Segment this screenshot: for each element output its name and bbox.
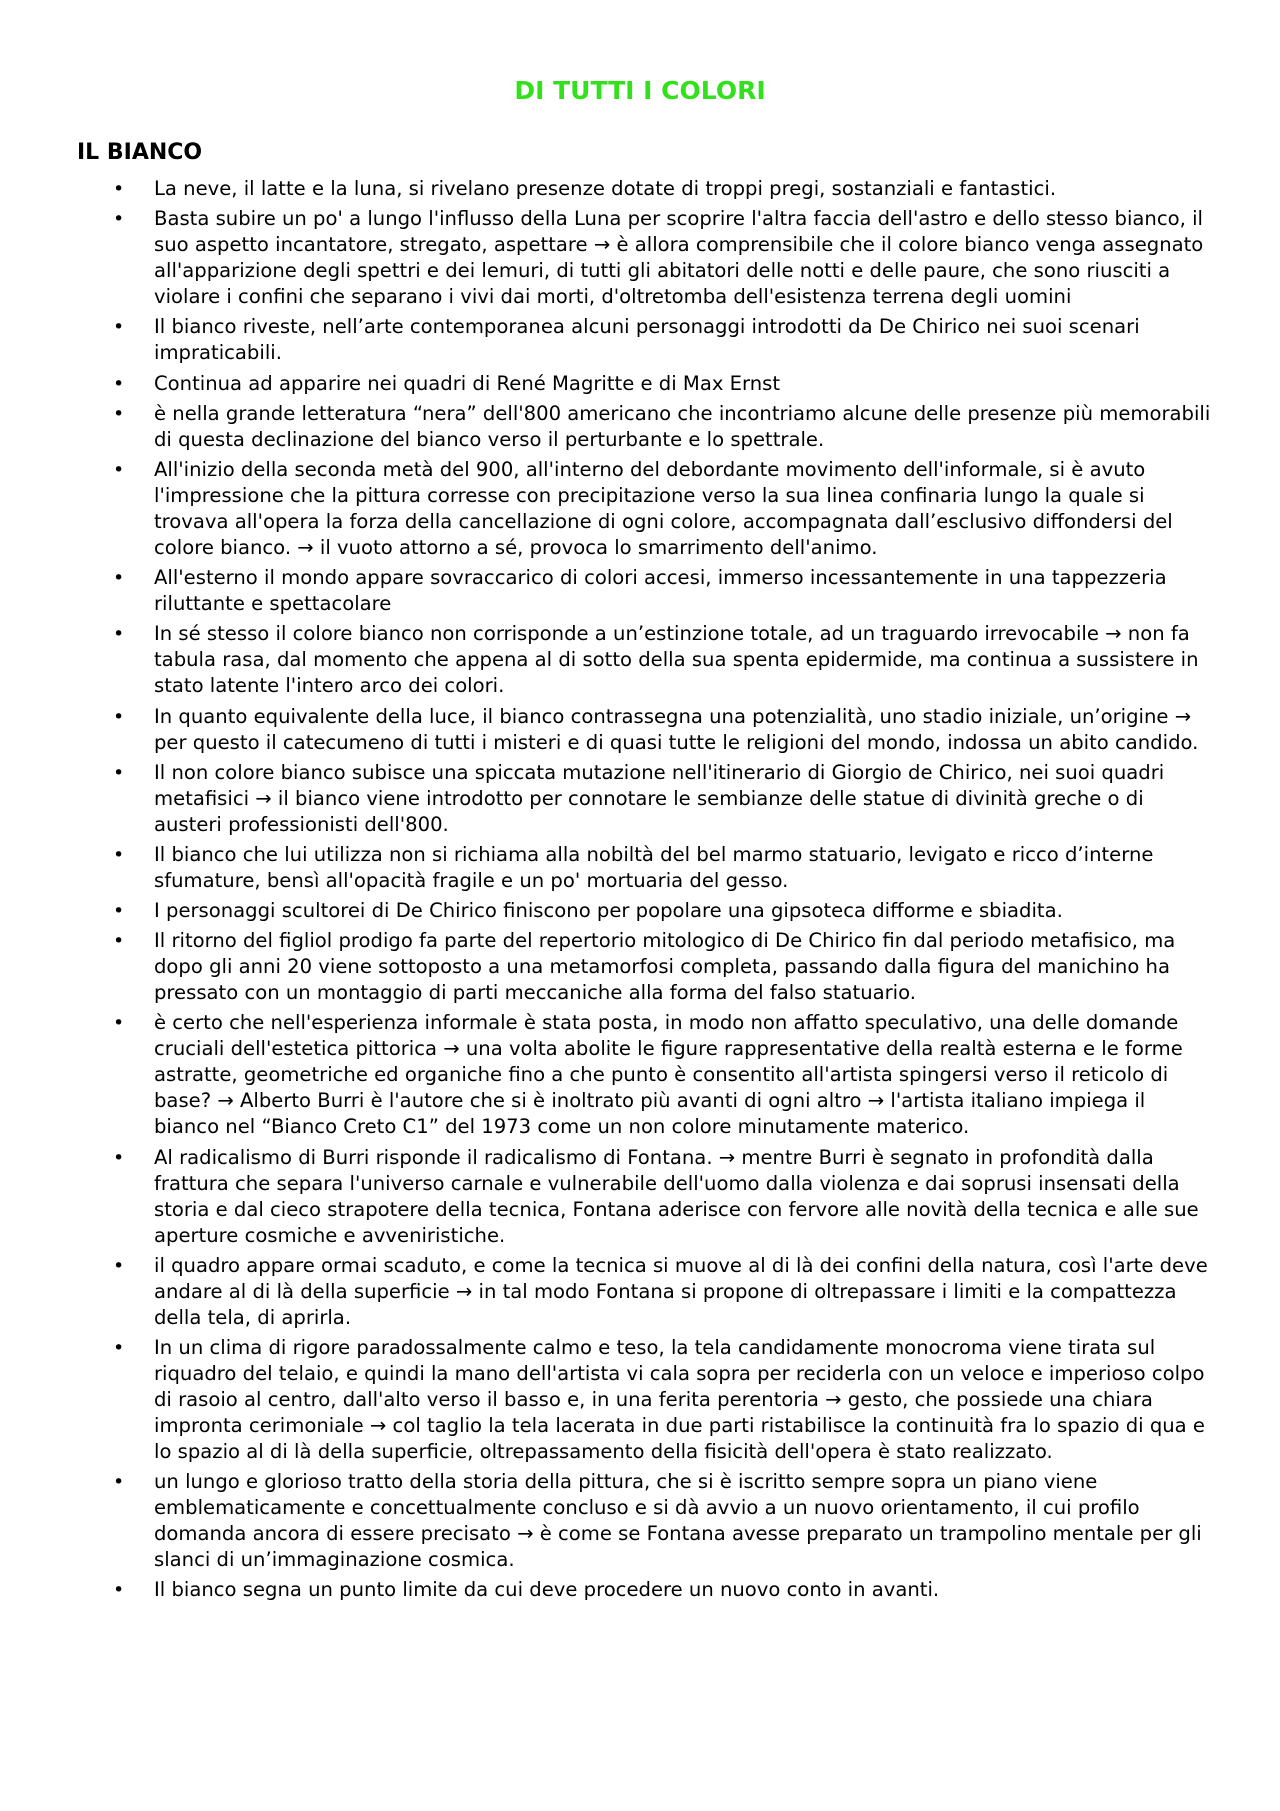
bullet-icon: • bbox=[113, 761, 125, 784]
section-heading: IL BIANCO bbox=[77, 140, 203, 165]
bullet-icon: • bbox=[113, 1337, 125, 1359]
bullet-icon: • bbox=[113, 567, 125, 590]
list-item bbox=[0, 457, 1280, 561]
document-title: DI TUTTI I COLORI bbox=[514, 76, 766, 105]
list-item bbox=[0, 928, 1280, 1006]
list-item-text: Il non colore bianco subisce una spiccata mutazione nell'itinerario di Giorgio de Chirico, nei suoi quadri metafisici → il bianco viene introdotto per connotare le sembianze delle statue di divinità greche o di austeri professionisti dell'800. bbox=[154, 760, 1165, 836]
list-item bbox=[0, 1010, 1280, 1140]
bullet-icon: • bbox=[113, 900, 125, 923]
bullet-icon: • bbox=[113, 316, 125, 339]
list-item-text: I personaggi scultorei di De Chirico finiscono per popolare una gipsoteca difforme e sbiadita. bbox=[154, 899, 1063, 923]
list-item bbox=[0, 704, 1280, 756]
list-item-text: è certo che nell'esperienza informale è stata posta, in modo non affatto speculativo, una delle domande cruciali dell'estetica pittorica → una volta abolite le figure rappresentative della realtà esterna e le forme astratte, geometriche ed organiche fino a che punto è consentito all'artista spingersi verso il reticolo di base? → Alberto Burri è l'autore che si è inoltrato più avanti di ogni altro → l'artista italiano impiega il bianco nel “Bianco Creto C1” del 1973 come un non colore minutamente materico. bbox=[154, 1011, 1183, 1139]
list-item-text: Il bianco segna un punto limite da cui deve procedere un nuovo conto in avanti. bbox=[154, 1578, 940, 1602]
list-item-text: All'inizio della seconda metà del 900, all'interno del debordante movimento dell'informale, si è avuto l'impressione che la pittura corresse con precipitazione verso la sua linea confinaria lungo la quale si trovava all'opera la forza della cancellazione di ogni colore, accompagnata dall’esclusivo diffondersi del colore bianco. → il vuoto attorno a sé, provoca lo smarrimento dell'animo. bbox=[154, 457, 1173, 559]
bullet-icon: • bbox=[113, 1579, 125, 1602]
bullet-icon: • bbox=[113, 1471, 125, 1494]
bullet-icon: • bbox=[113, 458, 125, 481]
list-item bbox=[0, 176, 1280, 202]
list-item-text: In un clima di rigore paradossalmente calmo e teso, la tela candidamente monocroma viene tirata sul riquadro del telaio, e quindi la mano dell'artista vi cala sopra per reciderla con un veloce e imperioso colpo di rasoio al centro, dall'alto verso il basso e, in una ferita perentoria → gesto, che possiede una chiara impronta cerimoniale → col taglio la tela lacerata in due parti ristabilisce la continuità fra lo spazio di qua e lo spazio al di là della superficie, oltrepassamento della fisicità dell'opera è stato realizzato. bbox=[154, 1336, 1205, 1463]
bullet-icon: • bbox=[113, 705, 125, 728]
list-item bbox=[0, 401, 1280, 453]
list-item bbox=[0, 842, 1280, 894]
list-item-text: Al radicalismo di Burri risponde il radicalismo di Fontana. → mentre Burri è segnato in profondità dalla frattura che separa l'universo carnale e vulnerabile dell'uomo dalla violenza e dai soprusi insensati della storia e dal cieco strapotere della tecnica, Fontana aderisce con fervore alle novità della tecnica e alle sue aperture cosmiche e avveniristiche. bbox=[154, 1145, 1199, 1247]
bullet-icon: • bbox=[113, 1146, 125, 1169]
bullet-icon: • bbox=[113, 623, 125, 646]
bullet-icon: • bbox=[113, 1254, 125, 1277]
list-item bbox=[0, 565, 1280, 617]
list-item-text: La neve, il latte e la luna, si rivelano presenze dotate di troppi pregi, sostanziali e fantastici. bbox=[154, 177, 1057, 200]
list-item-text: In quanto equivalente della luce, il bianco contrassegna una potenzialità, uno stadio iniziale, un’origine → per questo il catecumeno di tutti i misteri e di quasi tutte le religioni del mondo, indossa un abito candido. bbox=[154, 704, 1199, 754]
list-item bbox=[0, 206, 1280, 310]
bullet-icon: • bbox=[113, 402, 125, 425]
list-item bbox=[0, 371, 1280, 397]
list-item-text: è nella grande letteratura “nera” dell'800 americano che incontriamo alcune delle presenze più memorabili di questa declinazione del bianco verso il perturbante e lo spettrale. bbox=[154, 401, 1211, 451]
bullet-icon: • bbox=[113, 1012, 125, 1035]
bullet-list bbox=[0, 176, 1280, 1608]
bullet-icon: • bbox=[113, 208, 125, 231]
list-item bbox=[0, 1145, 1280, 1249]
list-item bbox=[0, 1253, 1280, 1331]
list-item bbox=[0, 1577, 1280, 1603]
list-item-text: Il bianco che lui utilizza non si richiama alla nobiltà del bel marmo statuario, levigato e ricco d’interne sfumature, bensì all'opacità fragile e un po' mortuaria del gesso. bbox=[154, 842, 1154, 892]
list-item bbox=[0, 760, 1280, 838]
list-item bbox=[0, 621, 1280, 699]
list-item-text: Basta subire un po' a lungo l'influsso della Luna per scoprire l'altra faccia dell'astro e dello stesso bianco, il suo aspetto incantatore, stregato, aspettare → è allora comprensibile che il colore bianco venga assegnato all'apparizione degli spettri e dei lemuri, di tutti gli abitatori delle notti e delle paure, che sono riusciti a violare i confini che separano i vivi dai morti, d'oltretomba dell'esistenza terrena degli uomini bbox=[154, 207, 1204, 309]
list-item-text: un lungo e glorioso tratto della storia della pittura, che si è iscritto sempre sopra un piano viene emblematicamente e concettualmente concluso e si dà avvio a un nuovo orientamento, il cui profilo domanda ancora di essere precisato → è come se Fontana avesse preparato un trampolino mentale per gli slanci di un’immaginazione cosmica. bbox=[154, 1470, 1202, 1572]
list-item-text: All'esterno il mondo appare sovraccarico di colori accesi, immerso incessantemente in una tappezzeria riluttante e spettacolare bbox=[154, 566, 1167, 616]
bullet-icon: • bbox=[113, 843, 125, 866]
bullet-icon: • bbox=[113, 178, 125, 200]
list-item bbox=[0, 898, 1280, 924]
list-item bbox=[0, 1335, 1280, 1465]
list-item-text: il quadro appare ormai scaduto, e come la tecnica si muove al di là dei confini della natura, così l'arte deve andare al di là della superficie → in tal modo Fontana si propone di oltrepassare i limiti e la compattezza della tela, di aprirla. bbox=[154, 1253, 1208, 1329]
bullet-icon: • bbox=[113, 372, 125, 395]
list-item bbox=[0, 1469, 1280, 1573]
list-item-text: Continua ad apparire nei quadri di René Magritte e di Max Ernst bbox=[154, 371, 781, 395]
list-item-text: In sé stesso il colore bianco non corrisponde a un’estinzione totale, ad un traguardo irrevocabile → non fa tabula rasa, dal momento che appena al di sotto della sua spenta epidermide, ma continua a sussistere in stato latente l'intero arco dei colori. bbox=[154, 622, 1199, 698]
list-item-text: Il ritorno del figliol prodigo fa parte del repertorio mitologico di De Chirico fin dal periodo metafisico, ma dopo gli anni 20 viene sottoposto a una metamorfosi completa, passando dalla figura del manichino ha pressato con un montaggio di parti meccaniche alla forma del falso statuario. bbox=[154, 929, 1176, 1005]
list-item bbox=[0, 314, 1280, 366]
bullet-icon: • bbox=[113, 930, 125, 953]
list-item-text: Il bianco riveste, nell’arte contemporanea alcuni personaggi introdotti da De Chirico nei suoi scenari impraticabili. bbox=[154, 315, 1140, 365]
